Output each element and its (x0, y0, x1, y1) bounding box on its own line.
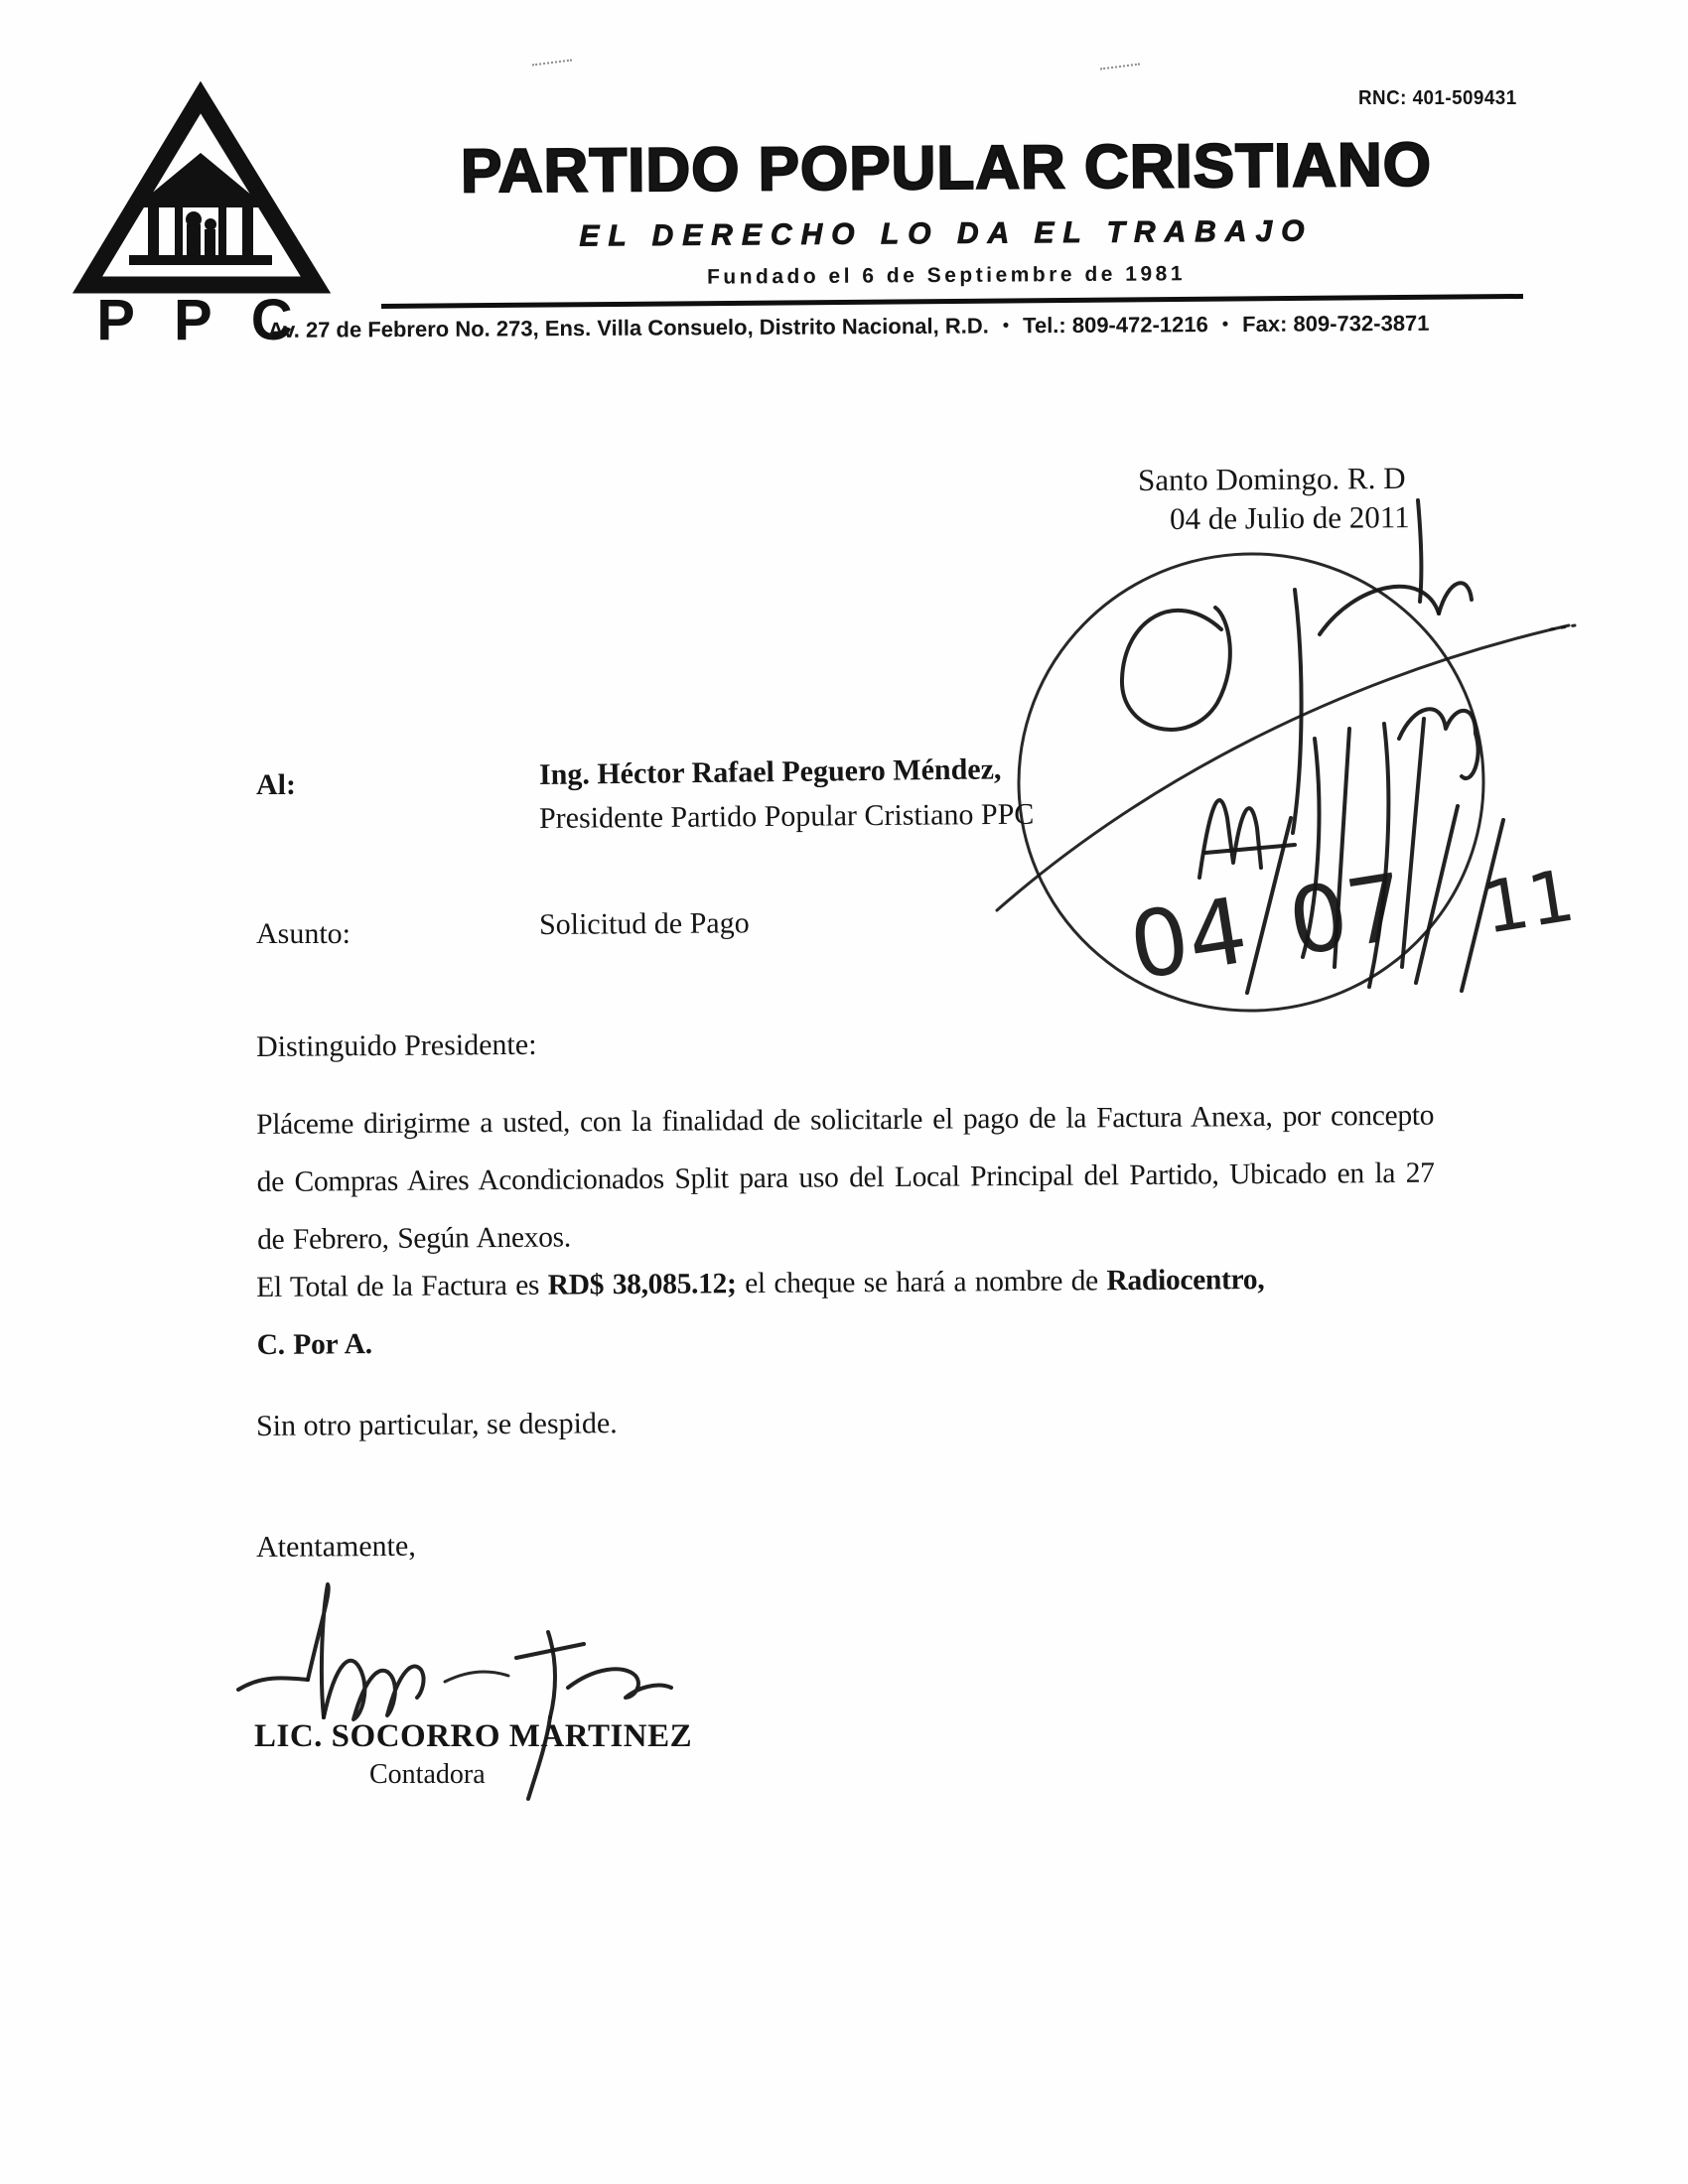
payee-name: Radiocentro, (1106, 1264, 1265, 1297)
address-line (268, 310, 1549, 343)
signature-t-stem (548, 1632, 555, 1717)
recipient-name: Ing. Héctor Rafael Peguero Méndez, (538, 752, 1002, 791)
scribble-loop (1122, 608, 1230, 730)
pen-stroke (1418, 500, 1421, 602)
logo-person (205, 218, 216, 230)
stamp-date-slash (1247, 818, 1291, 993)
signer-title: Contadora (369, 1759, 486, 1790)
scribble-stroke (1293, 590, 1302, 833)
stamp-date-slash (1416, 806, 1458, 983)
handwritten-approval-stamp (995, 488, 1581, 1059)
logo-house-column (175, 207, 183, 255)
logo-house-column (148, 207, 159, 255)
body-paragraph-2 (256, 1250, 1435, 1374)
scribble-hook (1439, 583, 1472, 614)
stamp-date-month: 07 (1281, 853, 1414, 977)
signature-connector (445, 1672, 508, 1682)
handwritten-signature (230, 1559, 806, 1805)
dateline-date: 04 de Julio de 2011 (1169, 499, 1410, 536)
logo-house-column (218, 207, 226, 255)
payee-name-continued: C. Por A. (256, 1328, 372, 1361)
signer-name: LIC. SOCORRO MARTINEZ (254, 1718, 693, 1754)
fax-number: Fax: 809-732-3871 (1242, 310, 1430, 337)
signature-stroke (238, 1678, 308, 1690)
bullet-separator: • (1221, 314, 1229, 335)
header-divider (381, 294, 1523, 309)
logo-house-eaves (137, 199, 264, 207)
ppc-logo-icon (77, 89, 326, 352)
signature-descender (528, 1717, 550, 1799)
phone-number: Tel.: 809-472-1216 (1023, 312, 1208, 339)
logo-letters: P P C (96, 288, 305, 352)
rnc-number: RNC: 401-509431 (1358, 87, 1517, 109)
invoice-amount: RD$ 38,085.12; (547, 1268, 737, 1301)
signature-loops (324, 1661, 424, 1719)
salutation: Distinguido Presidente: (255, 1027, 537, 1063)
signature-flourish (568, 1669, 671, 1698)
stamp-date-year: 11 (1477, 853, 1581, 950)
subject-value: Solicitud de Pago (538, 906, 750, 941)
party-motto: EL DERECHO LO DA EL TRABAJO (579, 214, 1314, 253)
dateline-city: Santo Domingo. R. D (1137, 460, 1406, 497)
stamp-date-day: 04 (1122, 877, 1255, 1001)
recipient-label: Al: (256, 768, 296, 801)
scribble-loops (1399, 709, 1478, 778)
logo-house-base (129, 255, 272, 265)
logo-person-body (187, 224, 201, 255)
scan-artifact (1100, 64, 1140, 70)
recipient-title: Presidente Partido Popular Cristiano PPC (538, 797, 1035, 835)
signature-spike (308, 1584, 329, 1717)
scribble-zigzag (1199, 800, 1261, 878)
body-paragraph-1: Pláceme dirigirme a usted, con la finalidad de solicitarle el pago de la Factura Anexa, por concepto de Compras Aires Acondicionados Split para uso del Local Principal del Partido, Ubicado en la 27 de Febrero, Según Anexos. (256, 1099, 1435, 1256)
bullet-separator: • (1002, 315, 1010, 336)
scan-artifact (532, 60, 572, 67)
farewell-line: Atentamente, (255, 1529, 416, 1564)
logo-house-column (242, 207, 253, 255)
subject-label: Asunto: (256, 917, 352, 950)
founded-line: Fundado el 6 de Septiembre de 1981 (706, 262, 1187, 289)
total-text: El Total de la Factura es (256, 1269, 548, 1303)
closing-line: Sin otro particular, se despide. (255, 1407, 618, 1442)
logo-person-body (205, 229, 215, 255)
street-address: Av. 27 de Febrero No. 273, Ens. Villa Consuelo, Distrito Nacional, R.D. (267, 313, 989, 342)
cheque-text: el cheque se hará a nombre de (736, 1265, 1107, 1300)
party-name-title: PARTIDO POPULAR CRISTIANO (460, 130, 1433, 206)
